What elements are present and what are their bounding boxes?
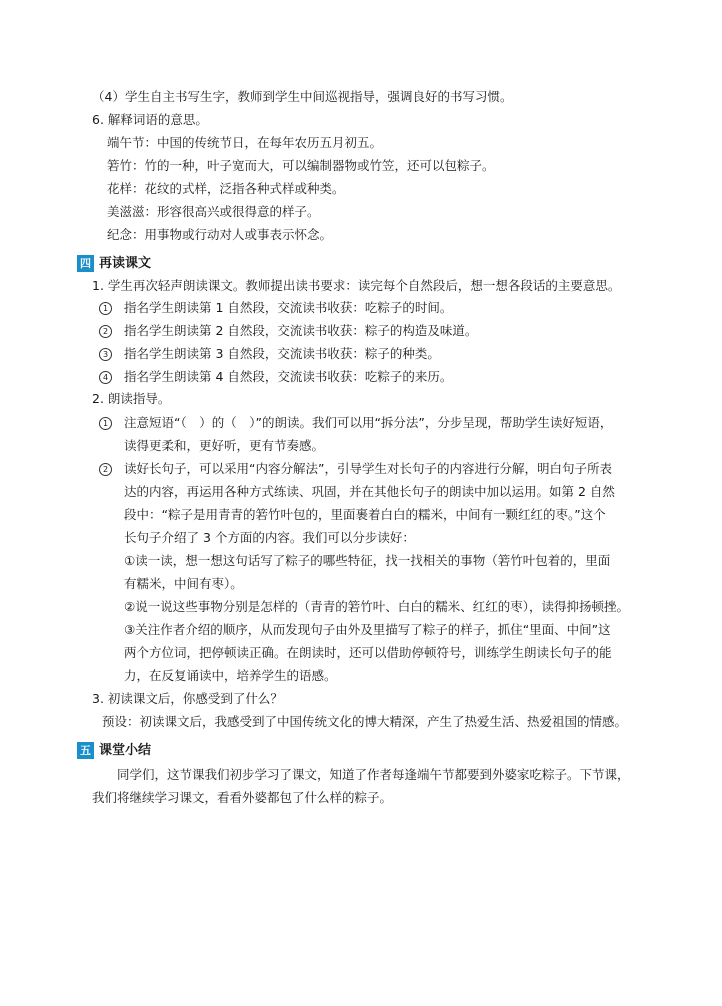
sub-number-2: 2 bbox=[99, 325, 112, 338]
guide-1-line-2: 读得更柔和，更好听，更有节奏感。 bbox=[124, 438, 325, 453]
term-5: 纪念：用事物或行动对人或事表示怀念。 bbox=[107, 227, 333, 242]
term-2: 箬竹：竹的一种，叶子宽而大，可以编制器物或竹笠，还可以包粽子。 bbox=[107, 158, 495, 173]
term-4: 美滋滋：形容很高兴或很得意的样子。 bbox=[107, 204, 320, 219]
sub-number-4: 4 bbox=[99, 371, 112, 384]
guide-2-line-1: 读好长句子，可以采用“内容分解法”，引导学生对长句子的内容进行分解，明白句子所表 bbox=[124, 461, 612, 476]
guide-2-line-3: 段中：“粽子是用青青的箬竹叶包的，里面裹着白白的糯米，中间有一颗红红的枣。”这个 bbox=[124, 507, 606, 522]
guide-1-line-1: 注意短语“（ ）的（ ）”的朗读。我们可以用“拆分法”，分步呈现，帮助学生读好短语， bbox=[124, 415, 613, 430]
section-5-title: 课堂小结 bbox=[99, 743, 152, 758]
step-3-line-3: 力，在反复诵读中，培养学生的语感。 bbox=[124, 668, 337, 683]
guide-2-line-4: 长句子介绍了 3 个方面的内容。我们可以分步读好： bbox=[124, 530, 415, 545]
step-1-line-2: 有糯米，中间有枣）。 bbox=[124, 576, 243, 591]
guide-number-1: 1 bbox=[99, 417, 112, 430]
section-5-badge: 五 bbox=[77, 742, 94, 759]
summary-line-1: 同学们，这节课我们初步学习了课文，知道了作者每逢端午节都要到外婆家吃粽子。下节课， bbox=[117, 767, 630, 782]
step-2-line: ②说一说这些事物分别是怎样的（青青的箬竹叶、白白的糯米、红红的枣），读得抑扬顿挫。 bbox=[124, 599, 629, 614]
guide-number-2: 2 bbox=[99, 463, 112, 476]
section-4-badge: 四 bbox=[77, 255, 94, 272]
step-1-line-1: ①读一读，想一想这句话写了粽子的哪些特征，找一找相关的事物（箬竹叶包着的，里面 bbox=[124, 553, 611, 568]
step-3-line-2: 两个方位词，把停顿读正确。在朗读时，还可以借助停顿符号，训练学生朗读长句子的能 bbox=[124, 645, 612, 660]
summary-line-2: 我们将继续学习课文，看看外婆都包了什么样的粽子。 bbox=[92, 790, 393, 805]
section-4-item-1: 1. 学生再次轻声朗读课文。教师提出读书要求：读完每个自然段后，想一想各段话的主要意思。 bbox=[92, 278, 621, 293]
section-4-item-3: 3. 初读课文后，你感受到了什么？ bbox=[92, 691, 283, 706]
section-4-item-2: 2. 朗读指导。 bbox=[92, 391, 171, 406]
sub-item-4: 指名学生朗读第 4 自然段，交流读书收获：吃粽子的来历。 bbox=[124, 369, 453, 384]
heading-6: 6. 解释词语的意思。 bbox=[92, 112, 208, 127]
sub-number-1: 1 bbox=[99, 302, 112, 315]
step-3-line-1: ③关注作者介绍的顺序，从而发现句子由外及里描写了粽子的样子，抓住“里面、中间”这 bbox=[124, 622, 611, 637]
term-1: 端午节：中国的传统节日，在每年农历五月初五。 bbox=[107, 135, 383, 150]
term-3: 花样：花纹的式样，泛指各种式样或种类。 bbox=[107, 181, 345, 196]
section-4-title: 再读课文 bbox=[99, 256, 152, 271]
sub-item-3: 指名学生朗读第 3 自然段，交流读书收获：粽子的种类。 bbox=[124, 346, 440, 361]
preset-answer: 预设：初读课文后，我感受到了中国传统文化的博大精深，产生了热爱生活、热爱祖国的情感。 bbox=[102, 714, 628, 729]
step-4-line: （4）学生自主书写生字，教师到学生中间巡视指导，强调良好的书写习惯。 bbox=[92, 89, 513, 104]
sub-number-3: 3 bbox=[99, 348, 112, 361]
sub-item-2: 指名学生朗读第 2 自然段，交流读书收获：粽子的构造及味道。 bbox=[124, 323, 478, 338]
sub-item-1: 指名学生朗读第 1 自然段，交流读书收获：吃粽子的时间。 bbox=[124, 300, 453, 315]
guide-2-line-2: 达的内容，再运用各种方式练读、巩固，并在其他长句子的朗读中加以运用。如第 2 自然 bbox=[124, 484, 615, 499]
